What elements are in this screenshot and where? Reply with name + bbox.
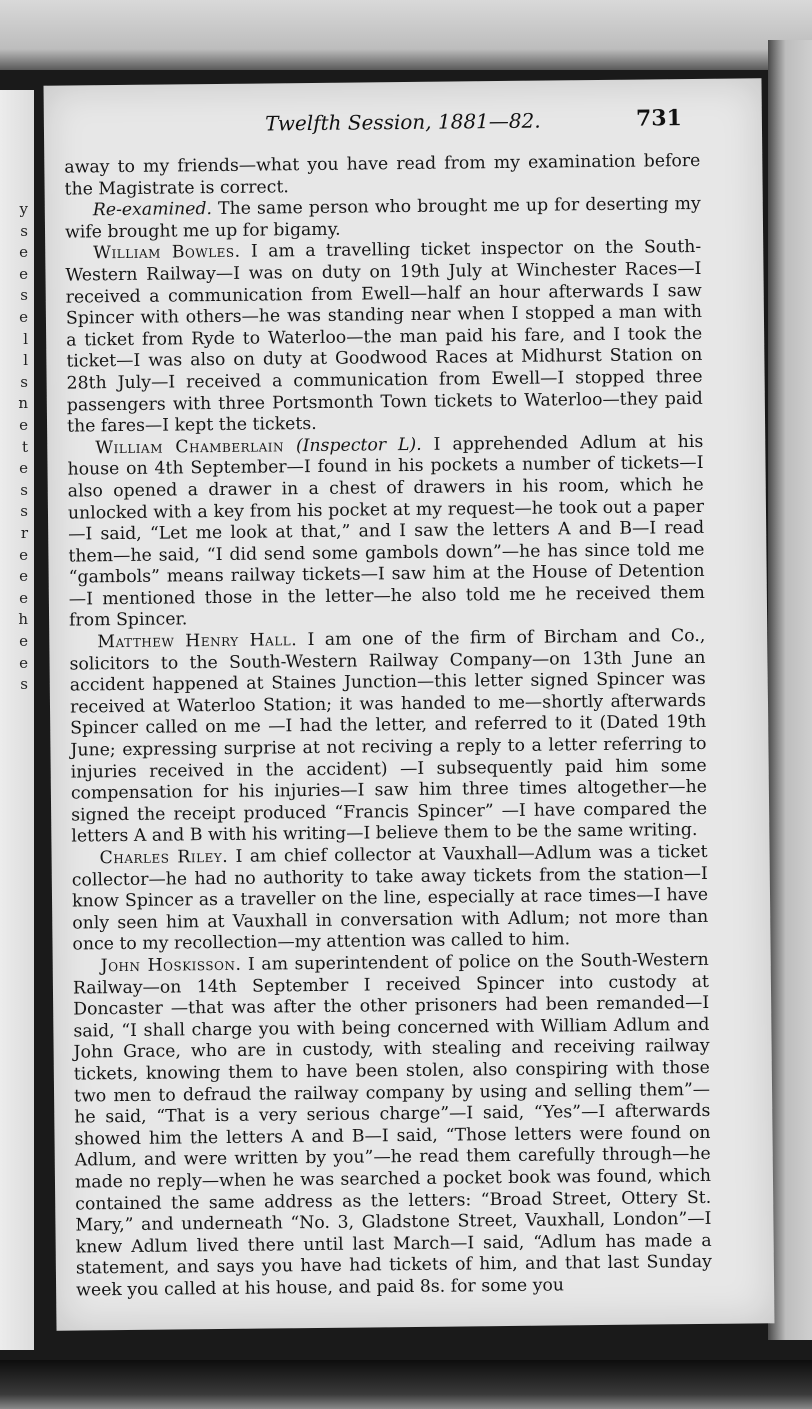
margin-letter: h	[18, 610, 28, 629]
paragraph-text: away to my friends—what you have read from my examination before the Magistrate is correct.	[64, 150, 701, 200]
margin-letter: s	[20, 372, 28, 391]
margin-letter: e	[19, 545, 28, 564]
margin-letter: s	[20, 286, 28, 305]
paragraph	[69, 626, 707, 849]
document-page	[44, 78, 775, 1330]
paragraph-text: The same person who brought me up for deserting my wife brought me up for bigamy.	[64, 194, 701, 243]
speaker-name: John Hoskisson.	[100, 954, 242, 977]
speaker-name: William Bowles.	[93, 242, 241, 264]
paragraph-text: I am one of the firm of Bircham and Co., solicitors to the South-Western Railway Company—on 13th June an accident happened at Staines Junction—this letter signed Spincer was received at Waterloo Station; it was handed to me—shortly afterwards Spincer called on me —I had the letter, and referred to it (Dated 19th June; expressing surprise at not reciving a reply to a letter referring to injuries received in the accident) —I subsequently paid him some compensation for his injuries—I saw him three times altogether—he signed the receipt produced “Francis Spincer” —I have compared the letters A and B with his writing—I believe them to be the same writing.	[69, 625, 708, 847]
paragraph-text: I am chief collector at Vauxhall—Adlum was a ticket collector—he had no authority to take away tickets from the station—I know Spincer as a traveller on the line, especially at race times—I have only seen him at Vauxhall in conversation with Adlum; not more than once to my recollection—my attention was called to him.	[71, 841, 709, 955]
speaker-label: Re-examined.	[92, 199, 213, 221]
margin-letter: e	[19, 264, 28, 283]
margin-letter: e	[19, 588, 28, 607]
speaker-name: Matthew Henry Hall.	[97, 630, 298, 653]
adjacent-page-strip	[0, 90, 34, 1350]
margin-letter: s	[20, 480, 28, 499]
testimony-body	[64, 151, 712, 1302]
margin-letter: e	[19, 459, 28, 478]
speaker-title: (Inspector L).	[283, 434, 422, 457]
margin-letter: e	[19, 416, 28, 434]
speaker-name: William Chamberlain	[95, 436, 285, 458]
paragraph	[67, 432, 705, 633]
speaker-name: Charles Riley.	[99, 846, 229, 869]
scan-bottom-edge	[0, 1360, 812, 1409]
margin-letter: e	[19, 632, 28, 650]
paragraph	[65, 237, 703, 438]
paragraph-text: I apprehended Adlum at his house on 4th September—I found in his pockets a number of tickets—I also opened a drawer in a chest of drawers in his room, which he unlocked with a key from his pocket at my request—he took out a paper—I said, “Let me look at that,” and I saw the letters A and B—I read them—he said, “I did send some gambols down”—he has since told me “gambols” means railway tickets—I saw him at the House of Detention—I mentioned those in the letter—he also told me he received them from Spincer.	[67, 431, 705, 632]
margin-letter: l	[23, 329, 28, 348]
margin-letter: l	[23, 351, 28, 370]
paragraph	[71, 842, 708, 957]
scan-top-edge	[0, 0, 812, 70]
margin-letter: e	[19, 308, 28, 326]
paragraph	[65, 194, 701, 244]
paragraph-text: I am superintendent of police on the South-Western Railway—on 14th September I received Spincer into custody at Doncaster —that was after the other prisoners had been remanded—I said, “I shall charge you with being concerned with William Adlum and John Grace, who are in custody, with stealing and receiving railway tickets, knowing them to have been stolen, also conspiring with those two men to defraud the railway company by using and selling them”—he said, “That is a very serious charge”—I said, “Yes”—I afterwards showed him the letters A and B—I said, “Those letters were found on Adlum, and were written by you”—he read them carefully through—he made no reply—when he was searched a pocket book was found, which contained the same address as the letters: “Broad Street, Ottery St. Mary,” and underneath “No. 3, Gladstone Street, Vauxhall, London”—I knew Adlum lived there until last March—I said, “Adlum has made a statement, and says you have had tickets of him, and that last Sunday week you called at his house, and paid 8s. for some you	[72, 949, 712, 1301]
page-number: 731	[635, 105, 683, 132]
margin-letter: e	[19, 653, 28, 672]
margin-letter: n	[18, 394, 28, 413]
margin-letter: s	[20, 675, 28, 694]
margin-letter: r	[20, 524, 28, 542]
margin-letter: s	[20, 221, 28, 240]
paragraph-text: I am a travelling ticket inspector on the South-Western Railway—I was on duty on 19th July at Winchester Races—I received a communication from Ewell—half an hour afterwards I saw Spincer with others—he was standing near when I stopped a man with a ticket from Ryde to Waterloo—the man paid his fare, and I took the ticket—I was also on duty at Goodwood Races at Midhurst Station on 28th July—I received a communication from Ewell—I stopped three passengers with three Portsmonth Town tickets to Waterloo—they paid the fares—I kept the tickets.	[65, 237, 703, 437]
paragraph	[73, 950, 713, 1302]
margin-letter: s	[20, 502, 28, 521]
scan-right-edge	[768, 40, 812, 1340]
paragraph	[64, 151, 700, 201]
margin-letter: e	[19, 567, 28, 586]
margin-letter: y	[19, 200, 28, 218]
margin-letter: e	[19, 243, 28, 262]
session-title: Twelfth Session, 1881—82.	[265, 108, 541, 136]
margin-letter: t	[21, 437, 28, 456]
